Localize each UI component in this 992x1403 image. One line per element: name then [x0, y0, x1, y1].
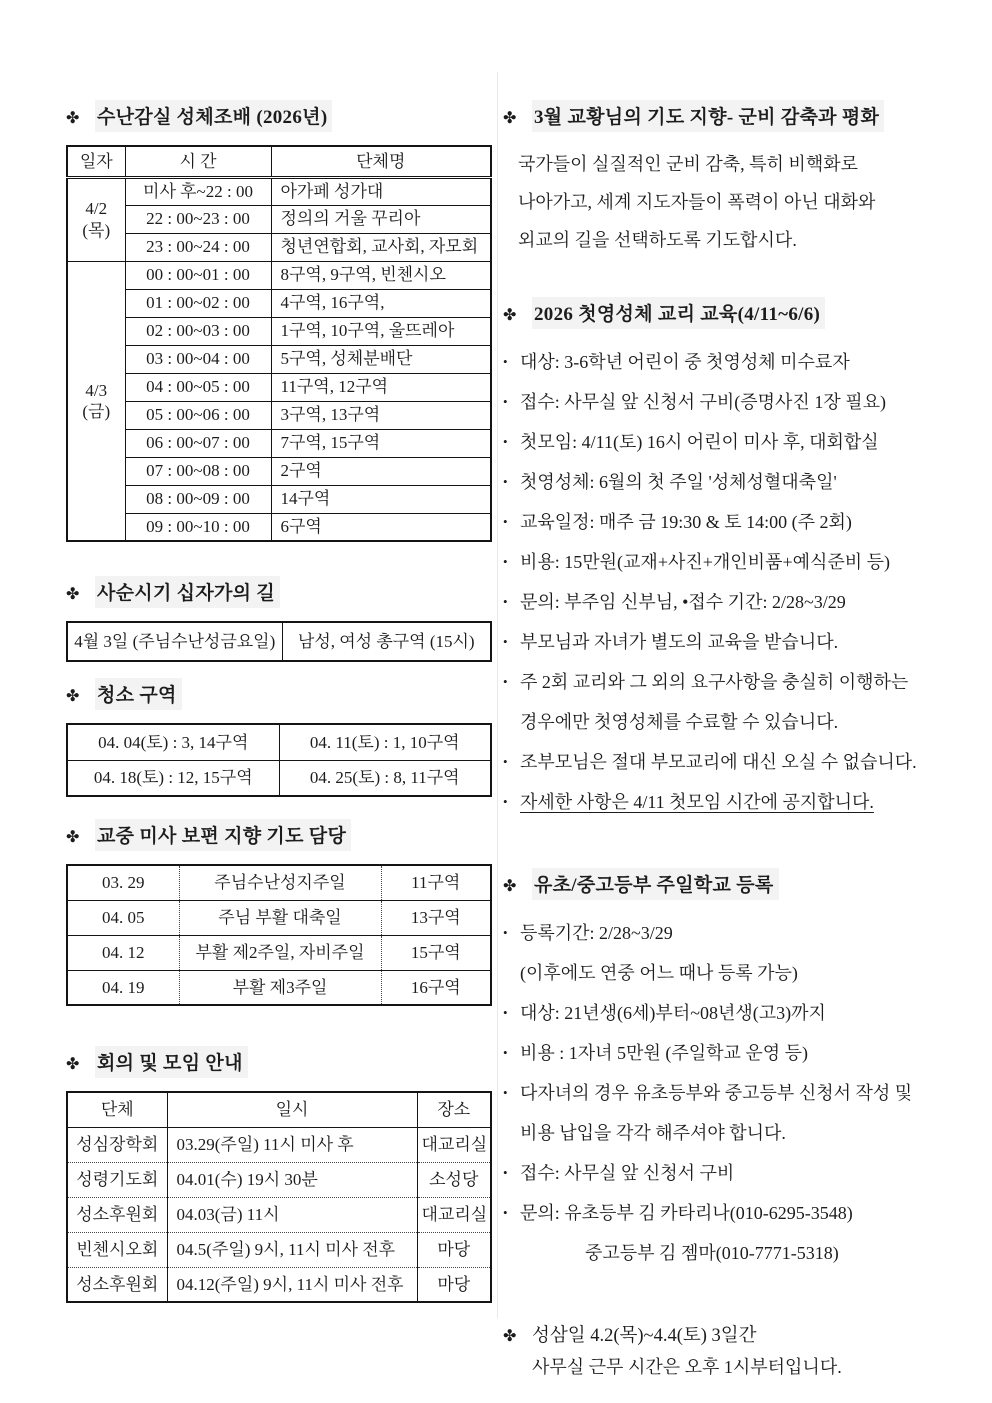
cell-date: 04. 19 — [67, 970, 179, 1005]
table-row — [67, 261, 491, 289]
list-item: • 조부모님은 절대 부모교리에 대신 오실 수 없습니다. — [503, 742, 955, 782]
prayer-table — [66, 864, 492, 1006]
cross-icon: ✤ — [66, 110, 80, 127]
cross-icon: ✤ — [503, 110, 517, 127]
table-row — [67, 1232, 491, 1267]
table-row — [67, 485, 491, 513]
table-row — [67, 457, 491, 485]
list-item: • 문의: 부주임 신부님, •접수 기간: 2/28~3/29 — [503, 582, 955, 622]
bullet-icon: • — [503, 354, 508, 369]
cell-date: 4/3 (금) — [67, 261, 125, 541]
bullet-icon: • — [503, 394, 508, 409]
cell-feast: 부활 제2주일, 자비주일 — [179, 935, 381, 970]
section-title-stations — [66, 576, 490, 608]
list-item: • 주 2회 교리와 그 외의 요구사항을 충실히 이행하는 — [503, 662, 955, 702]
table-row — [67, 865, 491, 900]
cell-time: 09 : 00~10 : 00 — [125, 513, 271, 541]
section-pope-intention — [503, 100, 955, 259]
cell-place: 대교리실 — [421, 1134, 488, 1154]
list-item: • 등록기간: 2/28~3/29 — [503, 913, 955, 953]
cell-when: 03.29(주일) 11시 미사 후 — [167, 1127, 417, 1162]
cell-group: 성소후원회 — [67, 1197, 167, 1232]
table-row — [67, 1162, 491, 1197]
list-item: • 대상: 3-6학년 어린이 중 첫영성체 미수료자 — [503, 342, 955, 382]
cell-feast: 부활 제3주일 — [179, 970, 381, 1005]
cell-time: 23 : 00~24 : 00 — [125, 233, 271, 261]
cell-when: 04.12(주일) 9시, 11시 미사 전후 — [167, 1267, 417, 1302]
cell-group: 성령기도회 — [67, 1162, 167, 1197]
list-item: • 다자녀의 경우 유초등부와 중고등부 신청서 작성 및 — [503, 1073, 955, 1113]
cell-group: 성심장학회 — [67, 1127, 167, 1162]
cell-assignment: 04. 04(토) : 3, 14구역 — [67, 724, 279, 760]
cell-feast: 주님 부활 대축일 — [179, 900, 381, 935]
cell-place: 소성당 — [417, 1162, 491, 1197]
cross-icon: ✤ — [503, 1328, 517, 1345]
table-header-row — [67, 146, 491, 177]
cell-when: 04.01(수) 19시 30분 — [167, 1162, 417, 1197]
section-title-text: 유초/중고등부 주일학교 등록 — [532, 868, 779, 900]
table-row — [67, 205, 491, 233]
section-first-communion — [503, 297, 955, 822]
section-title-text: 교중 미사 보편 지향 기도 담당 — [95, 819, 351, 851]
section-title-cleaning — [66, 678, 490, 710]
cleaning-table — [66, 723, 492, 797]
section-title-adoration — [66, 100, 490, 132]
section-title-text: 청소 구역 — [95, 678, 182, 710]
cell-when: 04.03(금) 11시 — [167, 1197, 417, 1232]
cell-date: 04. 12 — [67, 935, 179, 970]
section-title-pope — [503, 100, 955, 132]
meetings-table — [66, 1091, 492, 1303]
table-row — [67, 1197, 491, 1232]
list-item: • 비용 : 1자녀 5만원 (주일학교 운영 등) — [503, 1033, 955, 1073]
stations-table — [66, 621, 492, 662]
section-title-prayer — [66, 819, 490, 851]
triduum-line: 사무실 근무 시간은 오후 1시부터입니다. — [532, 1357, 842, 1377]
cross-icon: ✤ — [503, 878, 517, 895]
cell-date: 4월 3일 (주님수난성금요일) — [67, 622, 282, 661]
cell-time: 06 : 00~07 : 00 — [125, 429, 271, 457]
bullet-icon: • — [503, 1205, 508, 1220]
cell-time: 22 : 00~23 : 00 — [125, 205, 271, 233]
table-row — [67, 317, 491, 345]
bullet-list — [503, 913, 955, 1273]
cell-time: 01 : 00~02 : 00 — [125, 289, 271, 317]
bullet-icon: • — [503, 754, 508, 769]
cell-group: 4구역, 16구역, — [271, 289, 491, 317]
cell-district: 13구역 — [381, 900, 491, 935]
bullet-icon: • — [503, 1165, 508, 1180]
cell-group: 14구역 — [271, 485, 491, 513]
cell-time: 04 : 00~05 : 00 — [125, 373, 271, 401]
body-line: 나아가고, 세계 지도자들이 폭력이 아닌 대화와 — [518, 192, 876, 212]
bullet-icon: • — [503, 474, 508, 489]
column-header: 단체 — [67, 1092, 167, 1127]
cell-group: 빈첸시오회 — [67, 1232, 167, 1267]
cell-assignment: 04. 11(토) : 1, 10구역 — [279, 724, 491, 760]
list-item-underlined: • 자세한 사항은 4/11 첫모임 시간에 공지합니다. — [503, 782, 955, 822]
cell-group: 남성, 여성 총구역 (15시) — [282, 622, 491, 661]
list-item: • 교육일정: 매주 금 19:30 & 토 14:00 (주 2회) — [503, 502, 955, 542]
bullet-icon: • — [503, 1085, 508, 1100]
cell-group: 8구역, 9구역, 빈첸시오 — [271, 261, 491, 289]
list-item: • 접수: 사무실 앞 신청서 구비(증명사진 1장 필요) — [503, 382, 955, 422]
list-item-continuation: 경우에만 첫영성체를 수료할 수 있습니다. — [520, 712, 839, 732]
cell-time: 미사 후~22 : 00 — [125, 177, 271, 205]
cell-group: 아가페 성가대 — [271, 177, 491, 205]
cell-when: 04.5(주일) 9시, 11시 미사 전후 — [167, 1232, 417, 1267]
table-row — [67, 373, 491, 401]
bullet-icon: • — [503, 434, 508, 449]
table-row — [67, 1267, 491, 1302]
section-sunday-school — [503, 868, 955, 1273]
table-row — [67, 935, 491, 970]
bullet-icon: • — [503, 674, 508, 689]
cell-district: 15구역 — [381, 935, 491, 970]
cell-time: 02 : 00~03 : 00 — [125, 317, 271, 345]
cell-group: 6구역 — [271, 513, 491, 541]
bullet-icon: • — [503, 514, 508, 529]
cell-group: 1구역, 10구역, 울뜨레아 — [271, 317, 491, 345]
table-row — [67, 622, 491, 661]
body-line: 외교의 길을 선택하도록 기도합시다. — [518, 230, 797, 250]
cell-place: 마당 — [417, 1267, 491, 1302]
table-row — [67, 177, 491, 205]
list-item-continuation: 비용 납입을 각각 해주셔야 합니다. — [520, 1123, 786, 1143]
section-title-text: 회의 및 모임 안내 — [95, 1046, 248, 1078]
triduum-title: ✤ 성삼일 4.2(목)~4.4(토) 3일간 — [503, 1326, 757, 1346]
cell-date: 4/2 (목) — [67, 177, 125, 261]
section-title-sunday-school — [503, 868, 955, 900]
cell-place: 대교리실 — [417, 1197, 491, 1232]
section-title-meetings — [66, 1046, 490, 1078]
left-column — [66, 100, 490, 1385]
list-item: • 접수: 사무실 앞 신청서 구비 — [503, 1153, 955, 1193]
cross-icon: ✤ — [503, 307, 517, 324]
list-item: • 부모님과 자녀가 별도의 교육을 받습니다. — [503, 622, 955, 662]
body-line: 국가들이 실질적인 군비 감축, 특히 비핵화로 — [518, 154, 858, 174]
cross-icon: ✤ — [66, 688, 80, 705]
cell-time: 05 : 00~06 : 00 — [125, 401, 271, 429]
cell-group: 청년연합회, 교사회, 자모회 — [271, 233, 491, 261]
adoration-table — [66, 145, 492, 542]
cell-group: 7구역, 15구역 — [271, 429, 491, 457]
table-row — [67, 289, 491, 317]
section-title-text: 2026 첫영성체 교리 교육(4/11~6/6) — [532, 297, 825, 329]
cell-assignment: 04. 25(토) : 8, 11구역 — [279, 760, 491, 796]
column-header: 장소 — [417, 1092, 491, 1127]
bullet-list — [503, 342, 955, 822]
cell-time: 00 : 00~01 : 00 — [125, 261, 271, 289]
cross-icon: ✤ — [66, 586, 80, 603]
table-row — [67, 233, 491, 261]
list-item-continuation: 중고등부 김 젬마(010-7771-5318) — [585, 1243, 839, 1263]
cell-group: 5구역, 성체분배단 — [271, 345, 491, 373]
cell-feast: 주님수난성지주일 — [179, 865, 381, 900]
cross-icon: ✤ — [66, 829, 80, 846]
bullet-icon: • — [503, 1005, 508, 1020]
table-row — [67, 429, 491, 457]
table-row — [67, 401, 491, 429]
list-item: • 첫영성체: 6월의 첫 주일 '성체성혈대축일' — [503, 462, 955, 502]
cell-date: 04. 05 — [67, 900, 179, 935]
bullet-icon: • — [503, 1045, 508, 1060]
table-row — [67, 900, 491, 935]
table-row — [67, 345, 491, 373]
list-item-continuation: (이후에도 연중 어느 때나 등록 가능) — [520, 963, 798, 983]
table-row — [67, 1127, 491, 1162]
list-item: • 첫모임: 4/11(토) 16시 어린이 미사 후, 대회합실 — [503, 422, 955, 462]
cell-assignment: 04. 18(토) : 12, 15구역 — [67, 760, 279, 796]
list-item: • 대상: 21년생(6세)부터~08년생(고3)까지 — [503, 993, 955, 1033]
cross-icon: ✤ — [66, 1056, 80, 1073]
list-item: • 문의: 유초등부 김 카타리나(010-6295-3548) — [503, 1193, 955, 1233]
section-title-text: 사순시기 십자가의 길 — [95, 576, 280, 608]
cell-time: 03 : 00~04 : 00 — [125, 345, 271, 373]
section-title-communion — [503, 297, 955, 329]
table-row — [67, 760, 491, 796]
cell-district: 16구역 — [381, 970, 491, 1005]
content-columns — [66, 100, 955, 1385]
table-header-row — [67, 1092, 491, 1127]
table-row — [67, 724, 491, 760]
cell-time: 08 : 00~09 : 00 — [125, 485, 271, 513]
list-item: • 비용: 15만원(교재+사진+개인비품+예식준비 등) — [503, 542, 955, 582]
column-header: 단체명 — [271, 146, 491, 177]
cell-group: 3구역, 13구역 — [271, 401, 491, 429]
bullet-icon: • — [503, 634, 508, 649]
section-triduum-notice — [503, 1321, 955, 1385]
table-row — [67, 513, 491, 541]
cell-district: 11구역 — [411, 873, 461, 893]
cell-group: 성소후원회 — [67, 1267, 167, 1302]
cell-group: 11구역, 12구역 — [271, 373, 491, 401]
section-title-text: 수난감실 성체조배 (2026년) — [95, 100, 332, 132]
table-row — [67, 970, 491, 1005]
right-column — [503, 100, 955, 1385]
cell-time: 07 : 00~08 : 00 — [125, 457, 271, 485]
cell-group: 정의의 거울 꾸리아 — [271, 205, 491, 233]
bullet-icon: • — [503, 554, 508, 569]
section-title-text: 3월 교황님의 기도 지향- 군비 감축과 평화 — [532, 100, 884, 132]
bullet-icon: • — [503, 794, 508, 809]
column-header: 시 간 — [125, 146, 271, 177]
column-header: 일시 — [167, 1092, 417, 1127]
cell-date: 03. 29 — [67, 865, 179, 900]
bullet-icon: • — [503, 925, 508, 940]
cell-group: 2구역 — [271, 457, 491, 485]
bullet-icon: • — [503, 594, 508, 609]
cell-place: 마당 — [417, 1232, 491, 1267]
column-header: 일자 — [67, 146, 125, 177]
